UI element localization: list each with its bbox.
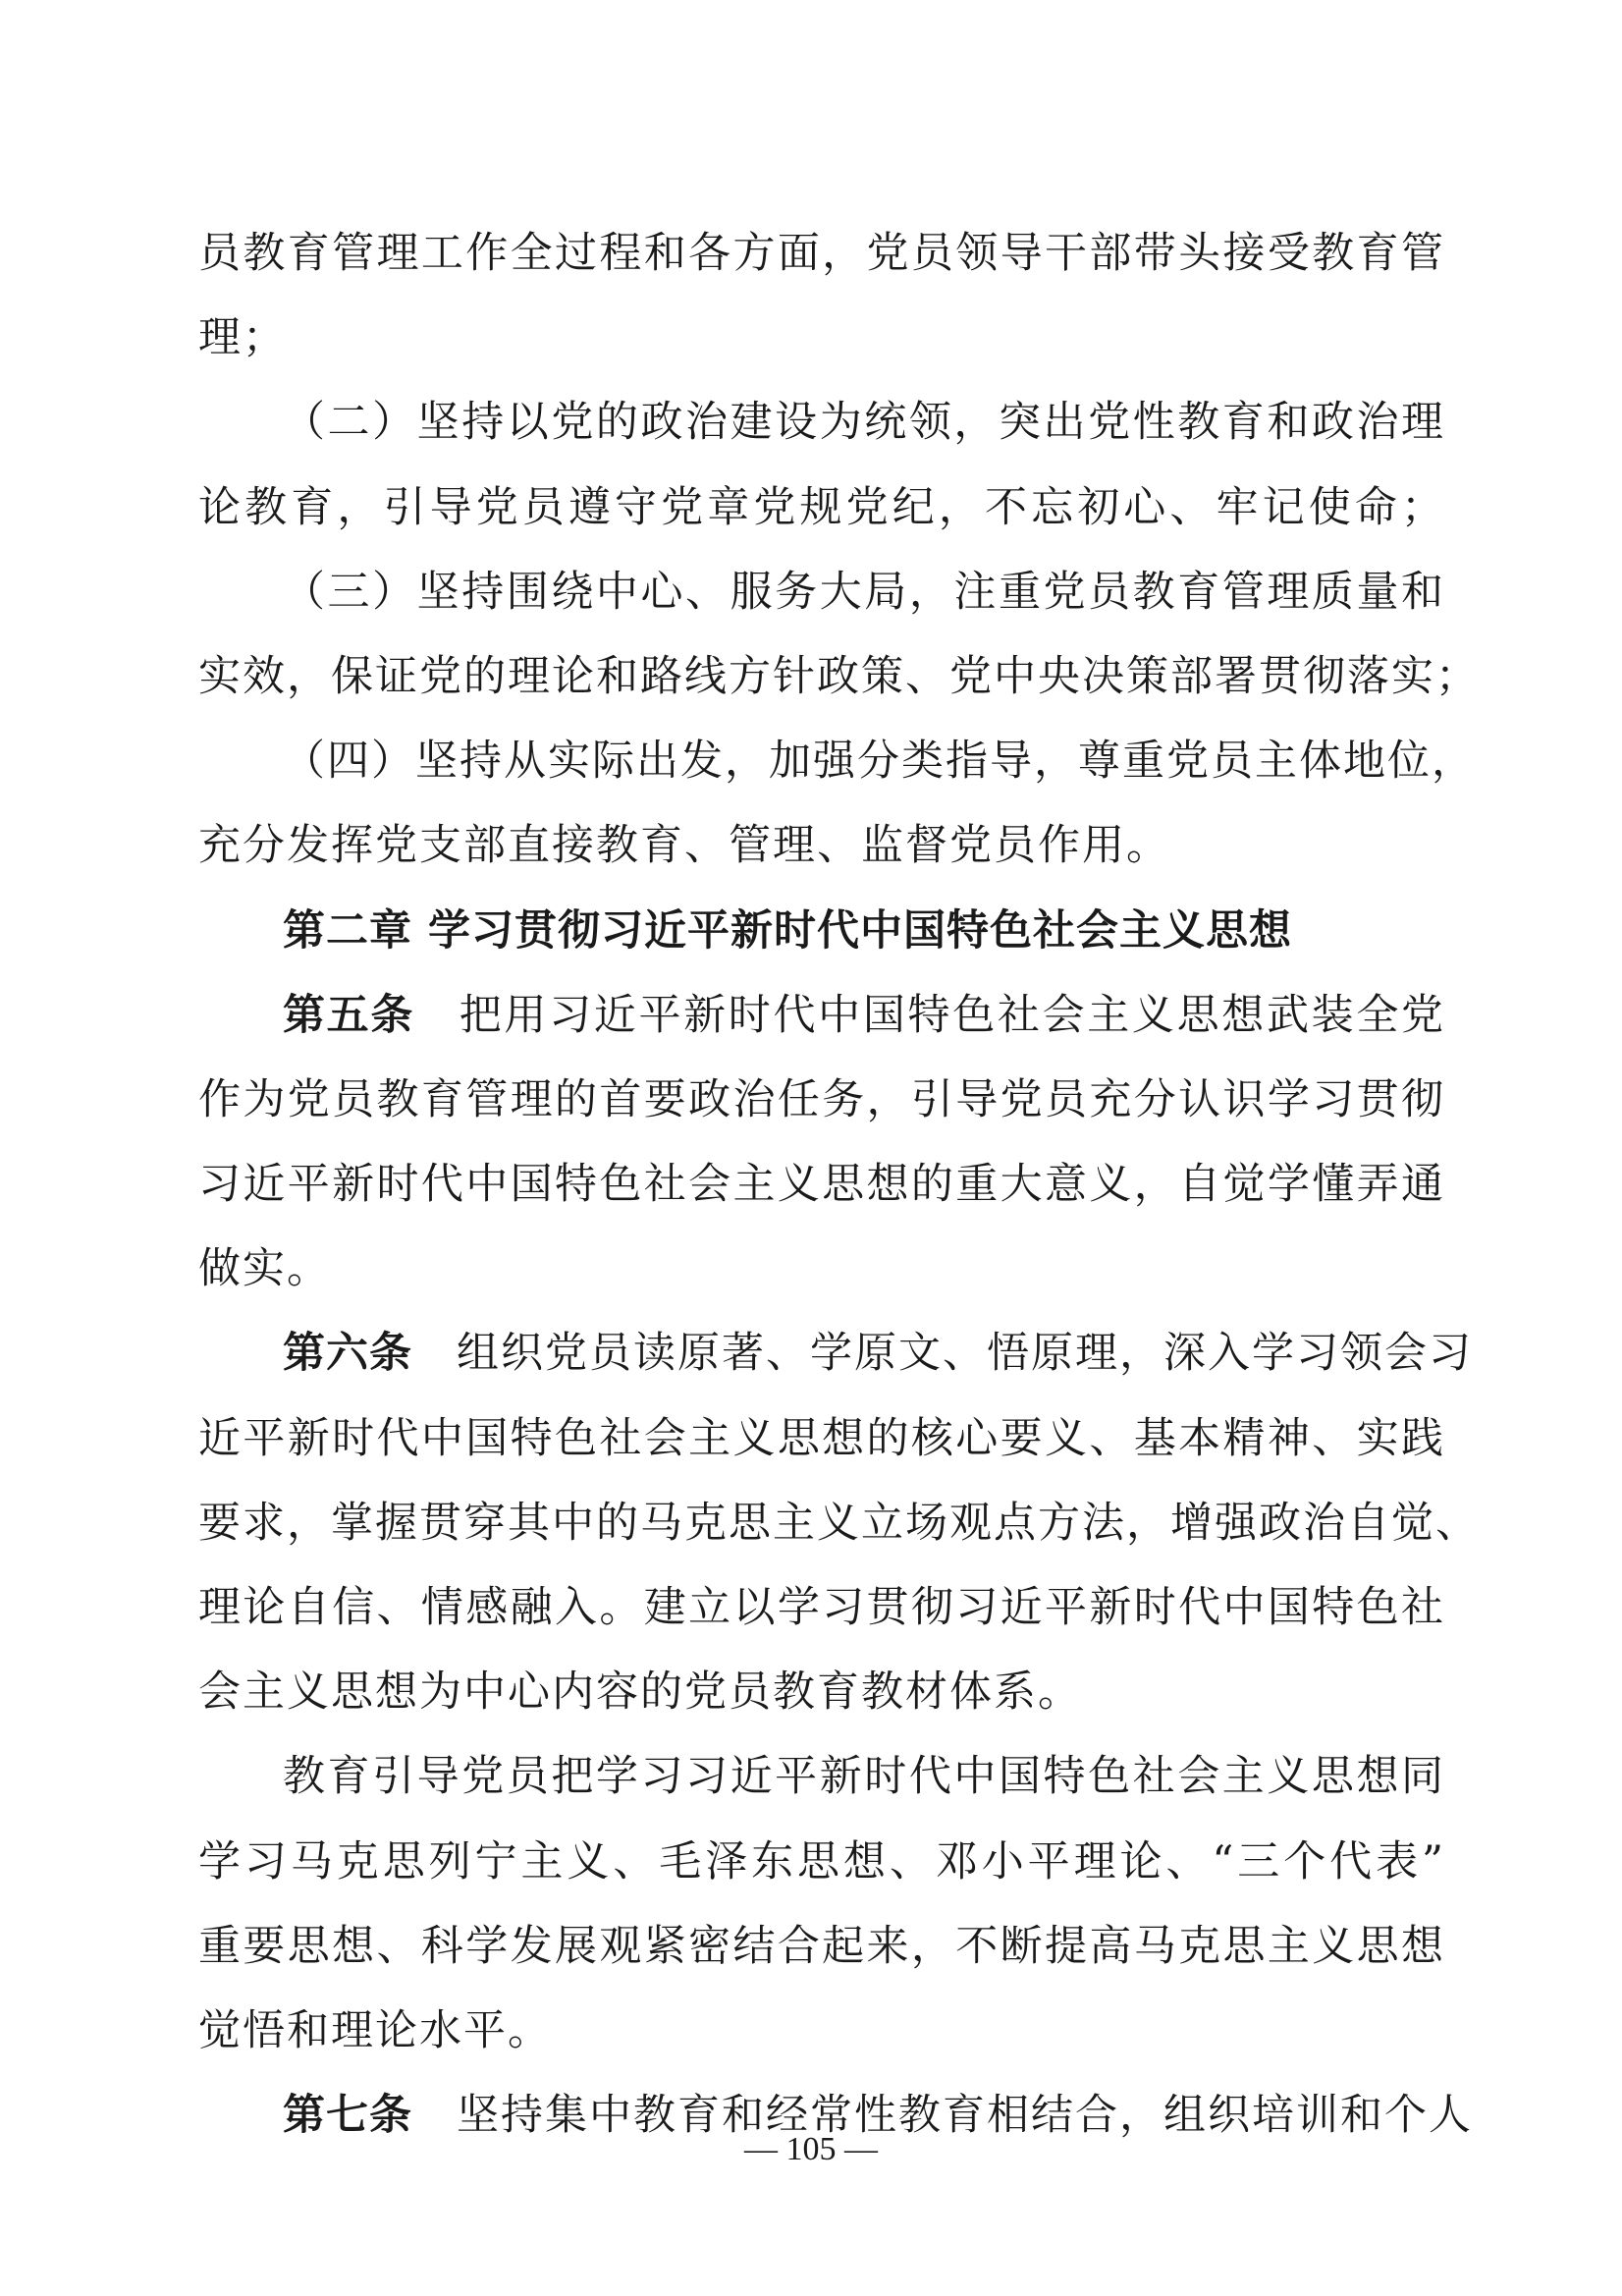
text-line: 觉悟和理论水平。 (198, 2005, 552, 2055)
article-6-first-line (198, 1311, 1473, 1395)
text-line: （二）坚持以党的政治建设为统领，突出党性教育和政治理 (283, 398, 1445, 448)
text-line: 学习马克思列宁主义、毛泽东思想、邓小平理论、“三个代表” (198, 1836, 1445, 1886)
article-5-heading: 第五条 (283, 990, 415, 1040)
text-line: 理论自信、情感融入。建立以学习贯彻习近平新时代中国特色社 (198, 1583, 1445, 1632)
text-line: 教育引导党员把学习习近平新时代中国特色社会主义思想同 (283, 1752, 1445, 1802)
page-number: — 105 — (744, 2131, 878, 2167)
article-7-heading: 第七条 (283, 2091, 412, 2141)
article-5-first-line (198, 973, 1445, 1058)
text-line: 理； (198, 313, 287, 363)
article-6-text: 组织党员读原著、学原文、悟原理，深入学习领会习 (457, 1329, 1473, 1379)
article-6-heading: 第六条 (283, 1329, 412, 1379)
article-5-text: 把用习近平新时代中国特色社会主义思想武装全党 (459, 990, 1446, 1040)
text-line: 充分发挥党支部直接教育、管理、监督党员作用。 (198, 821, 1170, 871)
text-line: （三）坚持围绕中心、服务大局，注重党员教育管理质量和 (283, 567, 1445, 617)
text-line: 习近平新时代中国特色社会主义思想的重大意义，自觉学懂弄通 (198, 1160, 1445, 1210)
text-line: 会主义思想为中心内容的党员教育教材体系。 (198, 1667, 1082, 1718)
text-line: 重要思想、科学发展观紧密结合起来，不断提高马克思主义思想 (198, 1921, 1445, 1971)
text-line: 实效，保证党的理论和路线方针政策、党中央决策部署贯彻落实； (198, 651, 1480, 701)
text-line: （四）坚持从实际出发，加强分类指导，尊重党员主体地位， (283, 737, 1476, 787)
text-line: 作为党员教育管理的首要政治任务，引导党员充分认识学习贯彻 (198, 1074, 1445, 1124)
article-7-text: 坚持集中教育和经常性教育相结合，组织培训和个人 (457, 2091, 1473, 2141)
text-line: 要求，掌握贯穿其中的马克思主义立场观点方法，增强政治自觉、 (198, 1498, 1480, 1548)
text-line: 论教育，引导党员遵守党章党规党纪，不忘初心、牢记使命； (198, 482, 1445, 532)
text-line: 近平新时代中国特色社会主义思想的核心要义、基本精神、实践 (198, 1413, 1445, 1463)
document-body (198, 211, 1480, 2158)
text-line: 员教育管理工作全过程和各方面，党员领导干部带头接受教育管 (198, 229, 1445, 278)
chapter-title: 第二章 学习贯彻习近平新时代中国特色社会主义思想 (283, 905, 1292, 956)
text-line: 做实。 (198, 1244, 331, 1294)
